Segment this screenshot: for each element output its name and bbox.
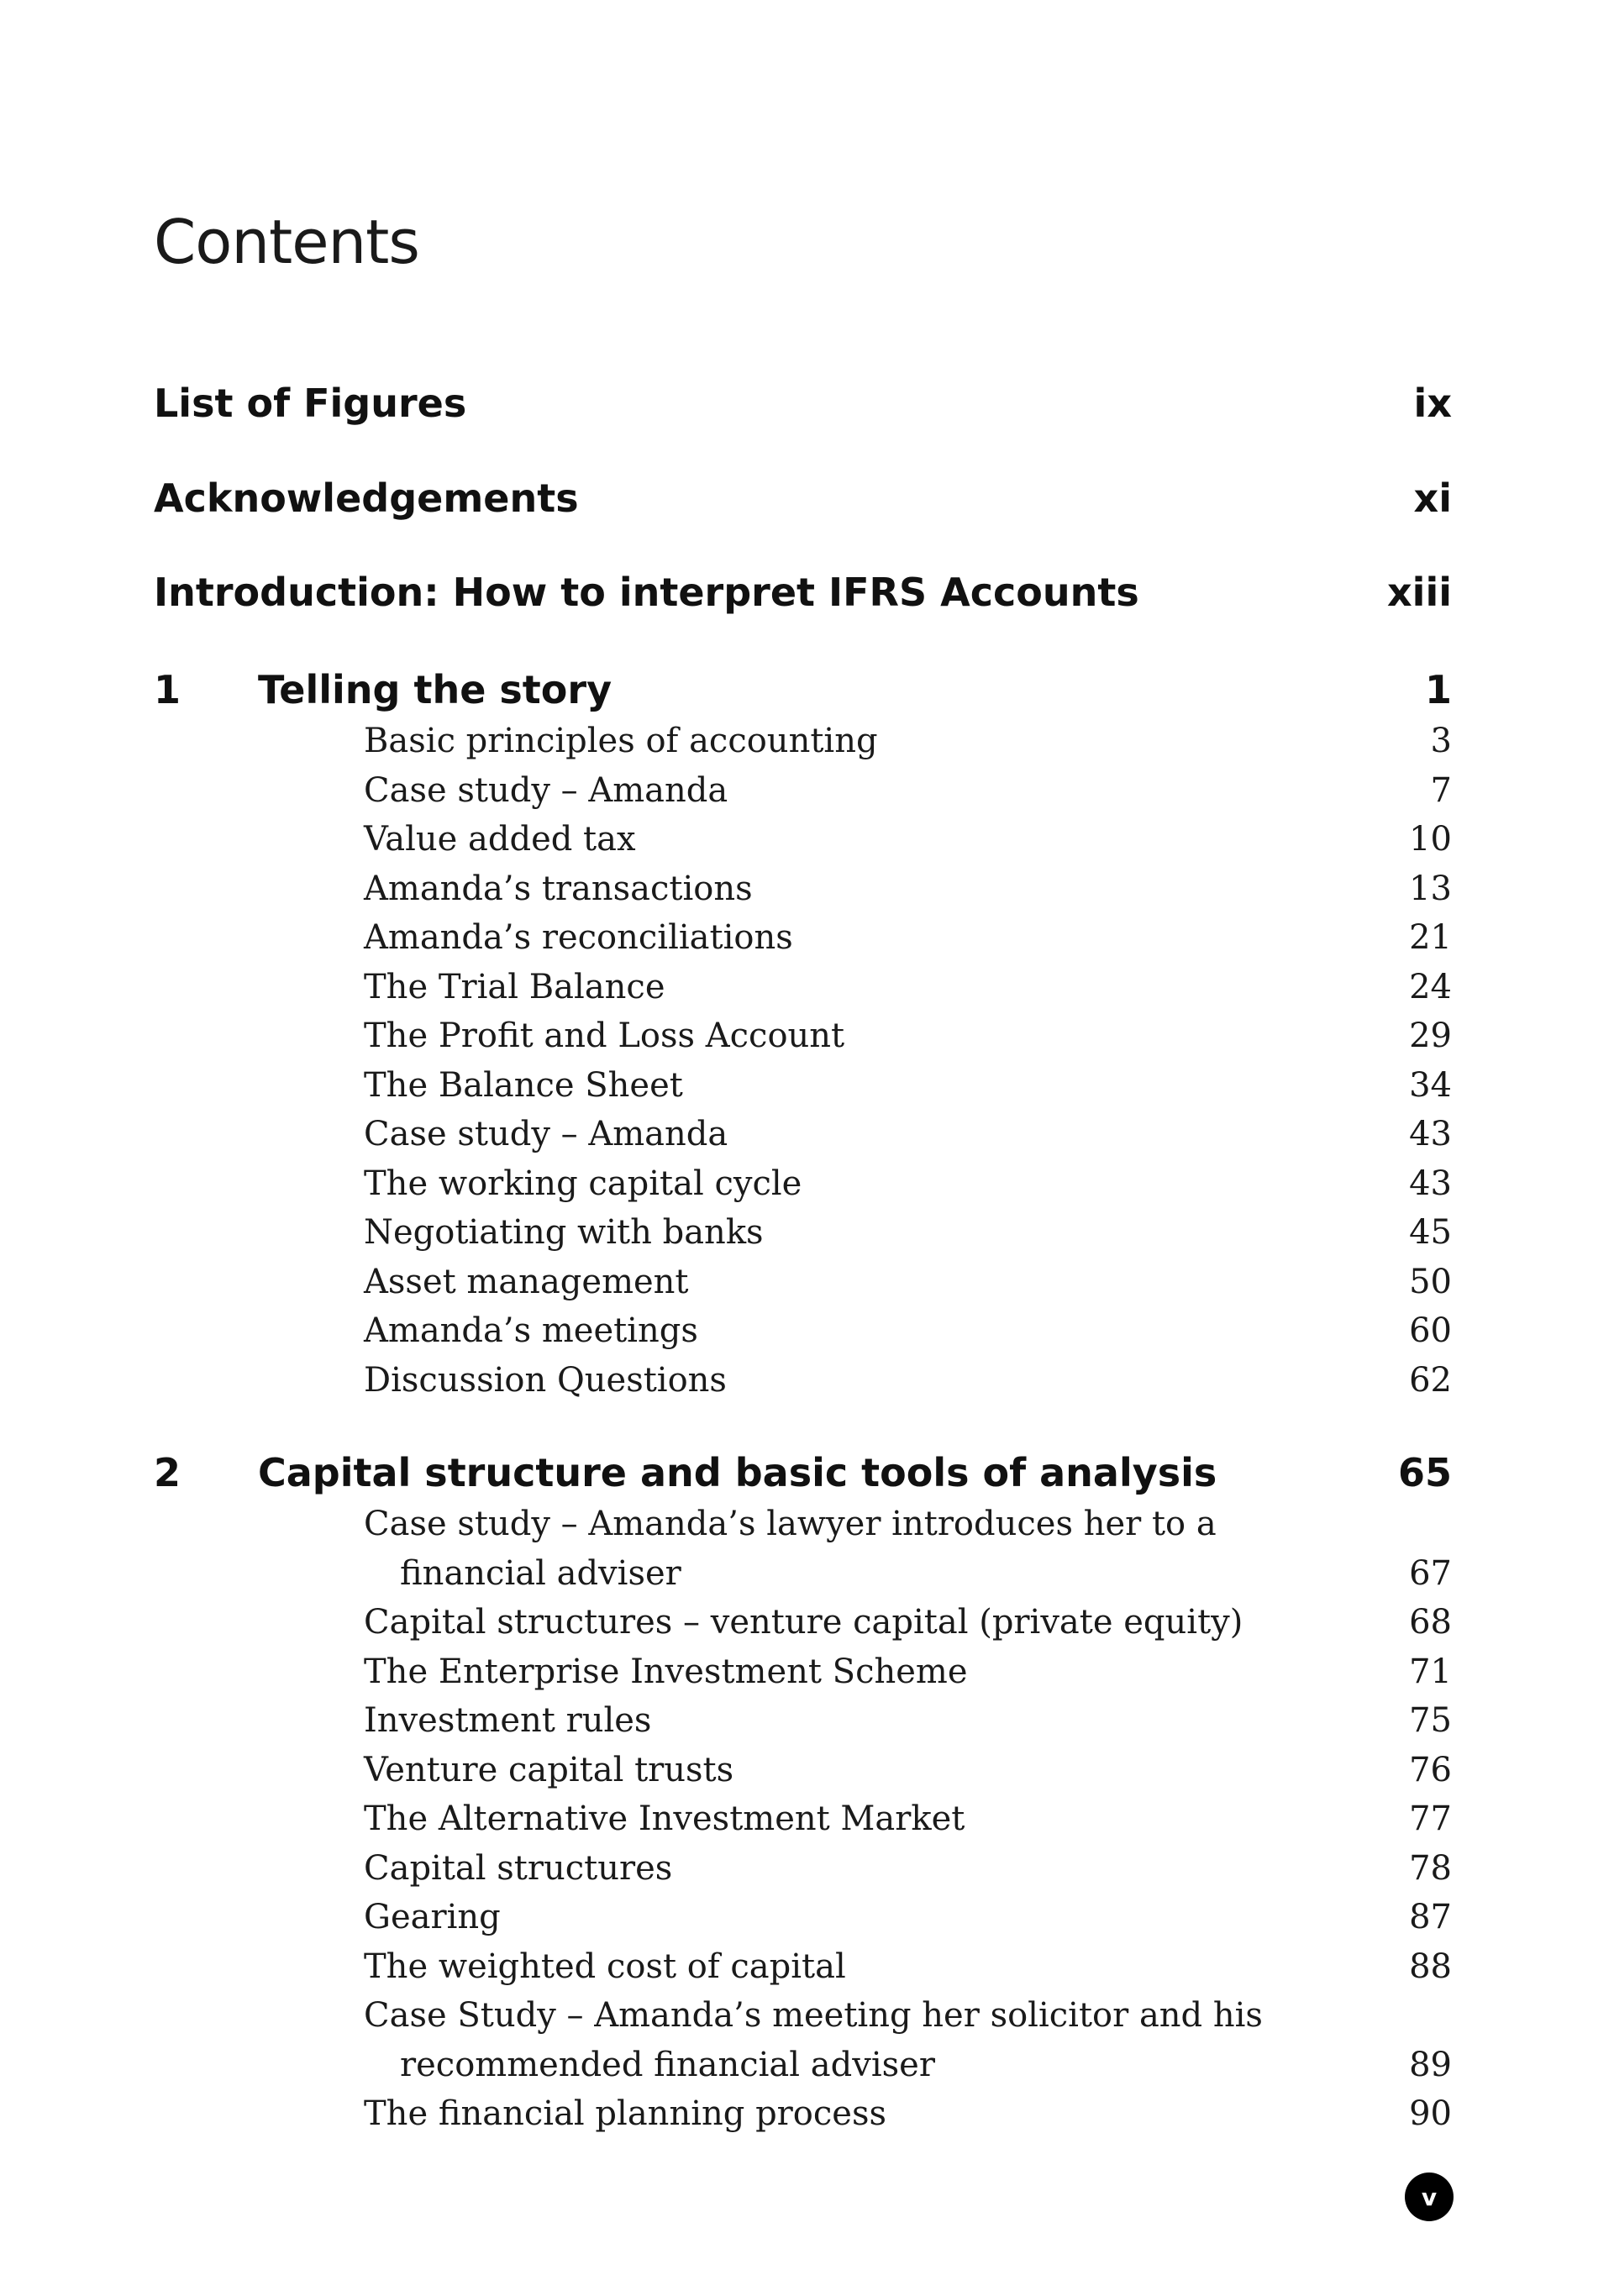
toc-entry-page: 34: [1409, 1065, 1452, 1105]
toc-chapter-2: [154, 1446, 1452, 2139]
toc-entry-title: Asset management: [364, 1262, 689, 1301]
toc-entry-title: The Enterprise Investment Scheme: [364, 1652, 968, 1691]
toc-entry-page: 29: [1409, 1017, 1452, 1055]
chapter-number: 1: [154, 667, 181, 712]
toc-entry[interactable]: [154, 1061, 1452, 1111]
toc-entry[interactable]: [154, 1647, 1452, 1697]
toc-entry-title: Case study – Amanda: [364, 770, 728, 810]
chapter-title: Capital structure and basic tools of analysis: [258, 1450, 1217, 1495]
toc-front-item-page: xi: [1413, 475, 1452, 521]
toc-front-item-label: Acknowledgements: [154, 475, 579, 521]
toc-entry-title: The working capital cycle: [364, 1164, 802, 1203]
chapter-heading[interactable]: [154, 1446, 1452, 1500]
toc-entry[interactable]: [154, 1598, 1452, 1647]
toc-entry-title: Discussion Questions: [364, 1360, 727, 1400]
toc-entry-title-line: Case Study – Amanda’s meeting her solicitor and his: [364, 1996, 1263, 2035]
toc-entry-page: 43: [1409, 1115, 1452, 1153]
toc-entry-title: Amanda’s reconciliations: [364, 918, 793, 957]
toc-entry-page: 24: [1409, 967, 1452, 1006]
toc-entry-title: Gearing: [364, 1898, 501, 1936]
toc-entry-title: The financial planning process: [364, 2094, 887, 2133]
toc-entry[interactable]: [154, 963, 1452, 1012]
toc-entry[interactable]: [154, 1356, 1452, 1405]
toc-entry[interactable]: [154, 1942, 1452, 1992]
toc-entry-page: 62: [1409, 1360, 1452, 1400]
toc-entry-title: The Alternative Investment Market: [364, 1799, 965, 1838]
toc-entry-page: 77: [1409, 1799, 1452, 1838]
toc-entry[interactable]: [154, 864, 1452, 914]
toc-front-item-introduction[interactable]: [154, 565, 1452, 619]
page-title: Contents: [154, 207, 419, 277]
toc-entry-page: 89: [1409, 2045, 1452, 2084]
toc-entry-page: 67: [1409, 1553, 1452, 1593]
toc-entry-title-continuation: recommended financial adviser: [400, 2045, 935, 2084]
toc-front-item-acknowledgements[interactable]: [154, 471, 1452, 525]
toc-entry[interactable]: [154, 1159, 1452, 1209]
toc-entry-page: 45: [1409, 1213, 1452, 1252]
toc-entry-list: [154, 1500, 1452, 2139]
toc-entry-list: [154, 717, 1452, 1405]
toc-entry[interactable]: [154, 717, 1452, 766]
chapter-heading[interactable]: [154, 663, 1452, 717]
toc-chapter-1: [154, 663, 1452, 1405]
toc-front-item-label: List of Figures: [154, 381, 467, 426]
toc-entry[interactable]: [154, 1794, 1452, 1844]
toc-entry-title: Investment rules: [364, 1701, 652, 1740]
chapter-title: Telling the story: [258, 667, 612, 712]
toc-entry-title: Case study – Amanda: [364, 1115, 728, 1153]
chapter-page: 1: [1424, 667, 1452, 712]
toc-entry[interactable]: [154, 1306, 1452, 1356]
toc-entry[interactable]: [154, 1696, 1452, 1746]
toc-entry-title: [364, 1500, 1217, 1598]
toc-entry-page: 13: [1409, 869, 1452, 908]
toc-entry-title: Value added tax: [364, 820, 636, 859]
toc-entry-title: Capital structures – venture capital (private equity): [364, 1603, 1243, 1642]
toc-entry-page: 90: [1409, 2094, 1452, 2133]
toc-entry[interactable]: [154, 1893, 1452, 1942]
toc-entry-page: 3: [1430, 722, 1452, 760]
toc-entry[interactable]: [154, 1991, 1452, 2089]
toc-entry-title: Amanda’s transactions: [364, 869, 753, 908]
toc-entry-page: 21: [1409, 918, 1452, 957]
toc-entry[interactable]: [154, 2089, 1452, 2139]
toc-entry-title: [364, 1991, 1263, 2089]
toc-entry-page: 43: [1409, 1164, 1452, 1203]
toc-front-item-list-of-figures[interactable]: [154, 376, 1452, 430]
toc-entry[interactable]: [154, 766, 1452, 816]
toc-front-item-page: ix: [1413, 381, 1452, 426]
toc-entry-page: 71: [1409, 1652, 1452, 1691]
toc-entry-page: 10: [1409, 820, 1452, 859]
toc-front-item-page: xiii: [1387, 570, 1452, 615]
toc-entry-title: Negotiating with banks: [364, 1213, 764, 1252]
toc-entry-title: Venture capital trusts: [364, 1750, 734, 1789]
toc-entry-page: 60: [1409, 1311, 1452, 1350]
toc-entry-title: Capital structures: [364, 1848, 673, 1888]
toc-entry-title: The Balance Sheet: [364, 1065, 683, 1105]
page-number-badge: v: [1405, 2173, 1454, 2221]
chapter-number: 2: [154, 1450, 181, 1495]
toc-entry-title: Amanda’s meetings: [364, 1311, 698, 1350]
toc-entry-page: 88: [1409, 1947, 1452, 1986]
toc-entry-page: 50: [1409, 1262, 1452, 1301]
toc-entry[interactable]: [154, 1110, 1452, 1159]
toc-entry-title: The Trial Balance: [364, 967, 665, 1006]
toc-entry-title: The weighted cost of capital: [364, 1947, 846, 1986]
toc-entry-title-line: Case study – Amanda’s lawyer introduces her to a: [364, 1505, 1217, 1543]
toc-entry-title-continuation: financial adviser: [400, 1553, 681, 1593]
toc-entry[interactable]: [154, 1500, 1452, 1598]
toc-entry-title: The Profit and Loss Account: [364, 1017, 845, 1055]
chapter-page: 65: [1397, 1450, 1452, 1495]
toc-entry-page: 76: [1409, 1750, 1452, 1789]
toc-entry[interactable]: [154, 1011, 1452, 1061]
toc-entry[interactable]: [154, 1208, 1452, 1258]
toc-entry-page: 75: [1409, 1701, 1452, 1740]
toc-entry-page: 87: [1409, 1898, 1452, 1936]
toc-entry-title: Basic principles of accounting: [364, 722, 878, 760]
toc-front-item-label: Introduction: How to interpret IFRS Accounts: [154, 570, 1139, 615]
toc-entry-page: 78: [1409, 1848, 1452, 1888]
toc-entry[interactable]: [154, 913, 1452, 963]
toc-entry-page: 7: [1430, 770, 1452, 810]
toc-entry[interactable]: [154, 1258, 1452, 1307]
toc-entry[interactable]: [154, 1746, 1452, 1795]
toc-entry-page: 68: [1409, 1603, 1452, 1642]
toc-entry[interactable]: [154, 1844, 1452, 1894]
toc-entry[interactable]: [154, 815, 1452, 864]
